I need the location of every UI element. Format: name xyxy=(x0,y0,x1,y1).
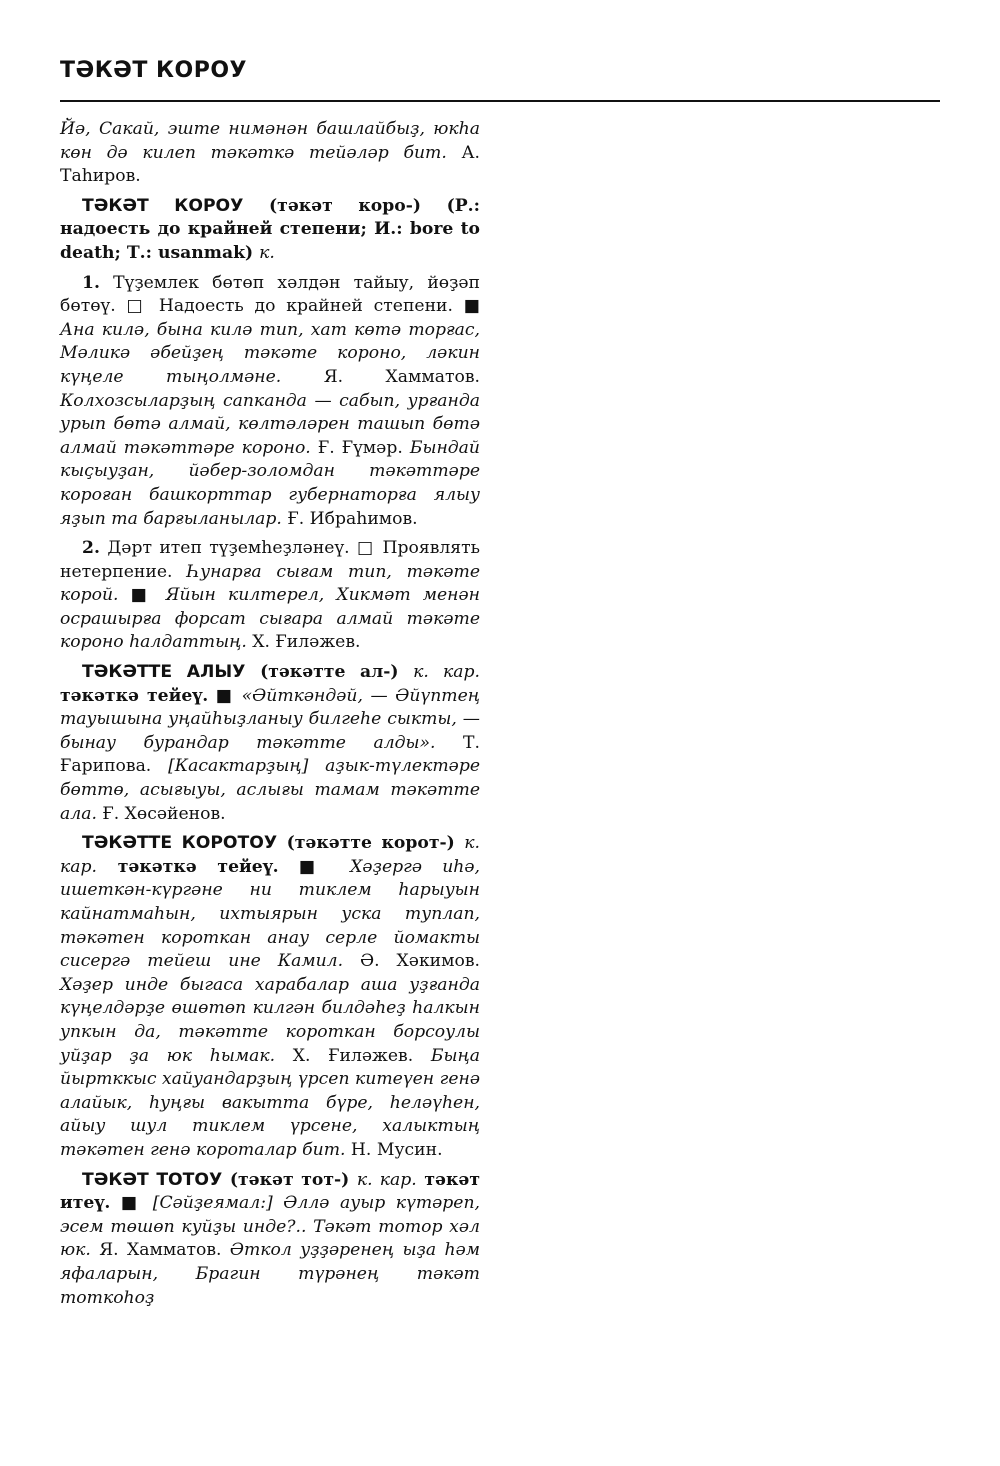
text: Дәрт итеп түҙемһеҙләнеү. □ Проявлять нетерпение. xyxy=(60,538,480,582)
example: [Сәйҙеямал:] Әллә ауыр күтәреп, эсем төшөп куйҙы инде?.. Тәкәт тотор хәл юк. xyxy=(60,1193,481,1261)
example: Ана килә, бына килә тип, хат көтә торғас, Мәликә әбейҙең тәкәте короно, ләкин күңеле тыңолмәне. xyxy=(60,319,480,387)
text: Ғ. Ибраһимов. xyxy=(281,508,418,529)
text: Т. Ғарипова. xyxy=(60,732,480,777)
pos: к. кар. xyxy=(413,662,480,683)
entry-paragraph xyxy=(60,272,480,532)
text: А. Таһиров. xyxy=(60,142,480,187)
sense-number: 2. xyxy=(82,538,100,559)
entry-paragraph xyxy=(60,661,480,826)
text: (тәкәтте ал-) xyxy=(245,662,414,683)
example: Әткол уҙҙәренең ыҙа һәм яфаларын, Брагин түрәнең тәкәт тоткоhoҙ xyxy=(60,1240,480,1308)
text: Ә. Хәкимов. xyxy=(343,951,480,972)
pos: к. xyxy=(259,242,275,263)
entry-paragraph xyxy=(60,195,480,266)
left-column xyxy=(60,118,480,1316)
entry-paragraph xyxy=(60,832,480,1162)
entry-paragraph xyxy=(60,537,480,655)
text: Х. Ғиләжев. xyxy=(246,632,361,653)
headword: ТӘКӘТТЕ АЛЫУ xyxy=(82,662,246,683)
text: Х. Ғиләжев. xyxy=(275,1045,431,1066)
text: (тәкәт коро-) (Р.: надоесть до крайней степени; И.: bore to death; Т.: usanmak) xyxy=(60,195,480,263)
cross-reference: тәкәткә тейеү. xyxy=(60,685,209,706)
example: Бындай кыҫыуҙан, йәбер-золомдан тәкәттәре короған башкорттар губернаторға ялыу яҙып та барғыланылар. xyxy=(60,437,480,529)
entry-paragraph xyxy=(60,1169,480,1311)
pos: к. кар. xyxy=(60,833,480,877)
text: (тәкәтте корот-) xyxy=(277,833,465,854)
text: ■ xyxy=(110,1193,153,1214)
example: Һунарға сығам тип, тәкәте корой. xyxy=(60,561,480,606)
example: Колхозсыларҙың сапканда — сабып, урғанда урып бөтә алмай, көлтәләрен ташып бөтә алмай тәкәттәре короно. xyxy=(60,390,480,458)
cross-reference: тәкәткә тейеү. xyxy=(96,856,279,877)
text: Түҙемлек бөтөп хәлдән тайыу, йөҙәп бөтөү. □ Надоесть до крайней степени. ■ xyxy=(60,272,480,317)
example: Яйын килтерел, Хикмәт менән осрашырға форсат сығара алмай тәкәте короно һалдаттың. xyxy=(60,585,480,653)
example: Хәҙер инде быгаса харабалар аша уҙғанда күңелдәрҙе өшөтөп килгән билдәһеҙ һалкын упкын да, тәкәтте короткан борсоулы уйҙар ҙа юк һымак. xyxy=(60,974,480,1066)
pos: к. кар. xyxy=(356,1169,417,1190)
example: [Касактарҙың] аҙык-түлектәре бөттө, асығыуы, аслығы тамам тәкәтте ала. xyxy=(60,756,480,824)
text: (тәкәт тот-) xyxy=(222,1169,357,1190)
example: Йә, Сакай, эште нимәнән башлайбыҙ, юкһа көн дә килеп тәкәткә тейәләр бит. xyxy=(60,119,480,163)
headword: ТӘКӘТ ТОТОУ xyxy=(82,1169,223,1190)
example: Хәҙергә иһә, ишеткән-күргәне ни тиклем һарыуын кайнатмаһын, ихтыярын уска туплап, тәкәтен короткан анау серле йомакты сисергә тейеш ине Камил. xyxy=(60,856,480,972)
header-title: ТӘКӘТ КОРОУ xyxy=(60,58,247,83)
text: Н. Мусин. xyxy=(345,1139,443,1160)
text: ■ xyxy=(278,856,351,877)
example: Быңа йыртккыс хайуандарҙың үрсеп китеүен генә алайык, һуңғы вакытта бүре, һеләүһен, айыу шул тиклем үрсене, халыктың тәкәтен генә короталар бит. xyxy=(60,1045,480,1160)
sense-number: 1. xyxy=(82,272,100,293)
text: ■ xyxy=(208,685,242,706)
text: Я. Хамматов. xyxy=(90,1240,230,1261)
running-header xyxy=(60,52,940,102)
headword: ТӘКӘТ КОРОУ xyxy=(82,195,244,216)
headword: ТӘКӘТТЕ КОРОТОУ xyxy=(82,833,278,854)
text: Ғ. Хөсәйенов. xyxy=(96,803,226,824)
text: Ғ. Ғүмәр. xyxy=(310,437,410,458)
text: Я. Хамматов. xyxy=(281,366,480,387)
text: ■ xyxy=(118,585,166,606)
cross-reference: тәкәт итеү. xyxy=(60,1169,480,1214)
entry-paragraph xyxy=(60,118,480,189)
example: «Әйткәндәй, — Әйүптең тауышына уңайһыҙланыу билгеһе сыкты, — бынау бурандар тәкәтте алды». xyxy=(60,685,480,753)
